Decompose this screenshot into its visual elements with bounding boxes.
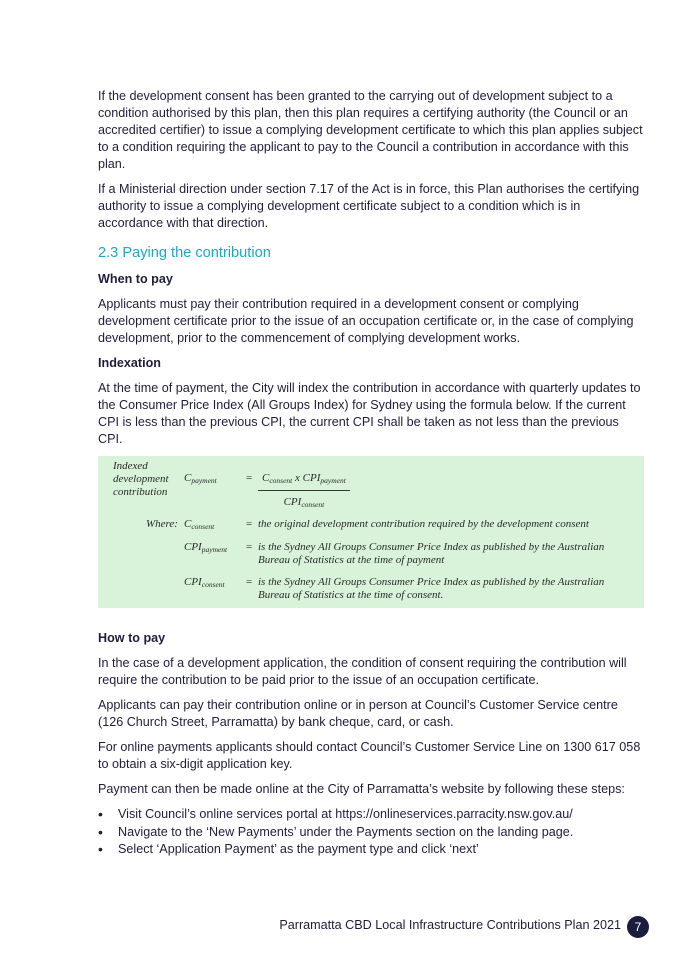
document-body bbox=[98, 88, 644, 859]
indexation-formula-box bbox=[98, 456, 644, 608]
how-to-pay-paragraph: In the case of a development application, the condition of consent requiring the contribution will require the contribution to be paid prior to the issue of an occupation certificate. bbox=[98, 656, 627, 687]
formula-lhs: $C_{payment}$ bbox=[184, 472, 217, 485]
formula-definition: $CPI_{consent}$ = is the Sydney All Groups Consumer Price Index as published by the Australian Bureau of Statistics at the time of consent. bbox=[98, 576, 644, 602]
formula-label: Indexed development contribution bbox=[113, 460, 169, 498]
when-to-pay-text: Applicants must pay their contribution required in a development consent or complying development certificate prior to the issue of an occupation certificate or, in the case of complying development, prior to the commencement of complying development works. bbox=[98, 297, 634, 345]
formula-denominator: $CPI_{consent}$ bbox=[283, 496, 325, 509]
list-item: • Visit Council’s online services portal at https://onlineservices.parracity.nsw.gov.au/ bbox=[98, 806, 644, 824]
list-item: • Navigate to the ‘New Payments’ under the Payments section on the landing page. bbox=[98, 824, 644, 842]
indexation-text: At the time of payment, the City will index the contribution in accordance with quarterly updates to the Consumer Price Index (All Groups Index) for Sydney using the formula below. If the current CPI is less than the previous CPI, the current CPI shall be taken as not less than the previous CPI. bbox=[98, 381, 641, 446]
formula-definition: Where: $C_{consent}$ = the original development contribution required by the development consent bbox=[98, 518, 644, 533]
definition-symbol: $CPI_{consent}$ bbox=[184, 576, 225, 589]
list-item: • Select ‘Application Payment’ as the payment type and click ‘next’ bbox=[98, 841, 644, 859]
definition-text: the original development contribution required by the development consent bbox=[258, 518, 589, 530]
page-number: 7 bbox=[627, 916, 649, 938]
footer-title: Parramatta CBD Local Infrastructure Contributions Plan 2021 bbox=[279, 918, 621, 932]
definition-text: is the Sydney All Groups Consumer Price Index as published by the Australian Bureau of Statistics at the time of consent. bbox=[258, 576, 605, 601]
formula-fraction bbox=[258, 460, 628, 518]
how-to-pay-paragraph: Payment can then be made online at the City of Parramatta’s website by following these steps: bbox=[98, 782, 625, 796]
definition-symbol: $CPI_{payment}$ bbox=[184, 541, 228, 554]
formula-equals: = bbox=[245, 472, 253, 484]
how-to-pay-paragraph: For online payments applicants should contact Council’s Customer Service Line on 1300 617 058 to obtain a six-digit application key. bbox=[98, 740, 641, 771]
intro-paragraph: If the development consent has been granted to the carrying out of development subject to a condition authorised by this plan, then this plan requires a certifying authority (the Council or an accredited certifier) to issue a complying development certificate to which this plan applies subject to a condition requiring the applicant to pay to the Council a contribution in accordance with this plan. bbox=[98, 89, 643, 171]
intro-paragraph: If a Ministerial direction under section 7.17 of the Act is in force, this Plan authorises the certifying authority to issue a complying development certificate subject to a condition which is in accordance with that direction. bbox=[98, 182, 640, 230]
how-to-pay-heading: How to pay bbox=[98, 631, 166, 645]
definition-symbol: $C_{consent}$ bbox=[184, 518, 215, 531]
definition-text: is the Sydney All Groups Consumer Price Index as published by the Australian Bureau of Statistics at the time of payment bbox=[258, 541, 605, 566]
formula-definition: $CPI_{payment}$ = is the Sydney All Groups Consumer Price Index as published by the Australian Bureau of Statistics at the time of payment bbox=[98, 541, 644, 567]
section-heading: 2.3 Paying the contribution bbox=[98, 245, 271, 261]
payment-steps-list bbox=[98, 806, 644, 859]
where-label: Where: bbox=[146, 518, 178, 530]
how-to-pay-paragraph: Applicants can pay their contribution online or in person at Council’s Customer Service centre (126 Church Street, Parramatta) by bank cheque, card, or cash. bbox=[98, 698, 618, 729]
indexation-heading: Indexation bbox=[98, 356, 161, 370]
when-to-pay-heading: When to pay bbox=[98, 272, 173, 286]
formula-numerator: $C_{consent}$ x $CPI_{payment}$ bbox=[258, 472, 350, 491]
